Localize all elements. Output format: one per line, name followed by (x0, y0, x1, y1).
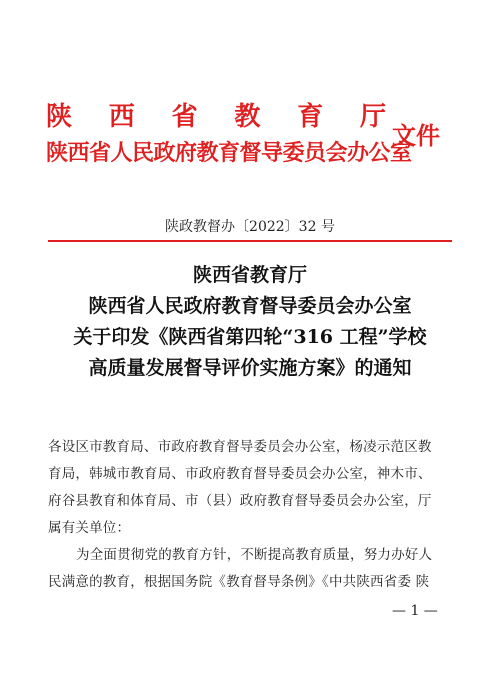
issuer-char: 省 (171, 102, 198, 132)
paragraph-line: 为全面贯彻党的教育方针，不断提高教育质量，努力办好人 (76, 547, 433, 563)
document-title (40, 260, 460, 384)
title-line: 陕西省人民政府教育督导委员会办公室 (88, 295, 412, 317)
red-header-issuers (46, 100, 412, 168)
addressee-line: 属有关单位： (48, 520, 131, 536)
issuer-char: 教 (234, 102, 261, 132)
issuer-char: 西 (108, 102, 135, 132)
addressee-line: 育局，韩城市教育局、市政府教育督导委员会办公室，神木市、 (48, 466, 432, 482)
document-header-word: 文件 (392, 121, 440, 150)
document-body (48, 434, 456, 596)
page-number: — 1 — (392, 603, 438, 619)
addressee-line: 各设区市教育局、市政府教育督导委员会办公室，杨凌示范区教 (48, 439, 432, 455)
title-line: 陕西省教育厅 (192, 264, 307, 286)
issuer-char: 厅 (359, 102, 386, 132)
issuer-char: 育 (297, 102, 324, 132)
document-number: 陕政教督办〔2022〕32 号 (165, 219, 335, 235)
addressee-line: 府谷县教育和体育局、市（县）政府教育督导委员会办公室，厅 (48, 493, 432, 509)
red-separator-line (48, 240, 452, 242)
title-line: 高质量发展督导评价实施方案》的通知 (88, 357, 412, 379)
title-line: 关于印发《陕西省第四轮“316 工程”学校 (73, 326, 427, 348)
paragraph-line: 民满意的教育，根据国务院《教育督导条例》《中共陕西省委 陕 (48, 574, 430, 590)
issuer-education-department (46, 100, 386, 134)
issuer-supervision-office: 陕西省人民政府教育督导委员会办公室 (46, 140, 412, 166)
issuer-char: 陕 (46, 102, 73, 132)
